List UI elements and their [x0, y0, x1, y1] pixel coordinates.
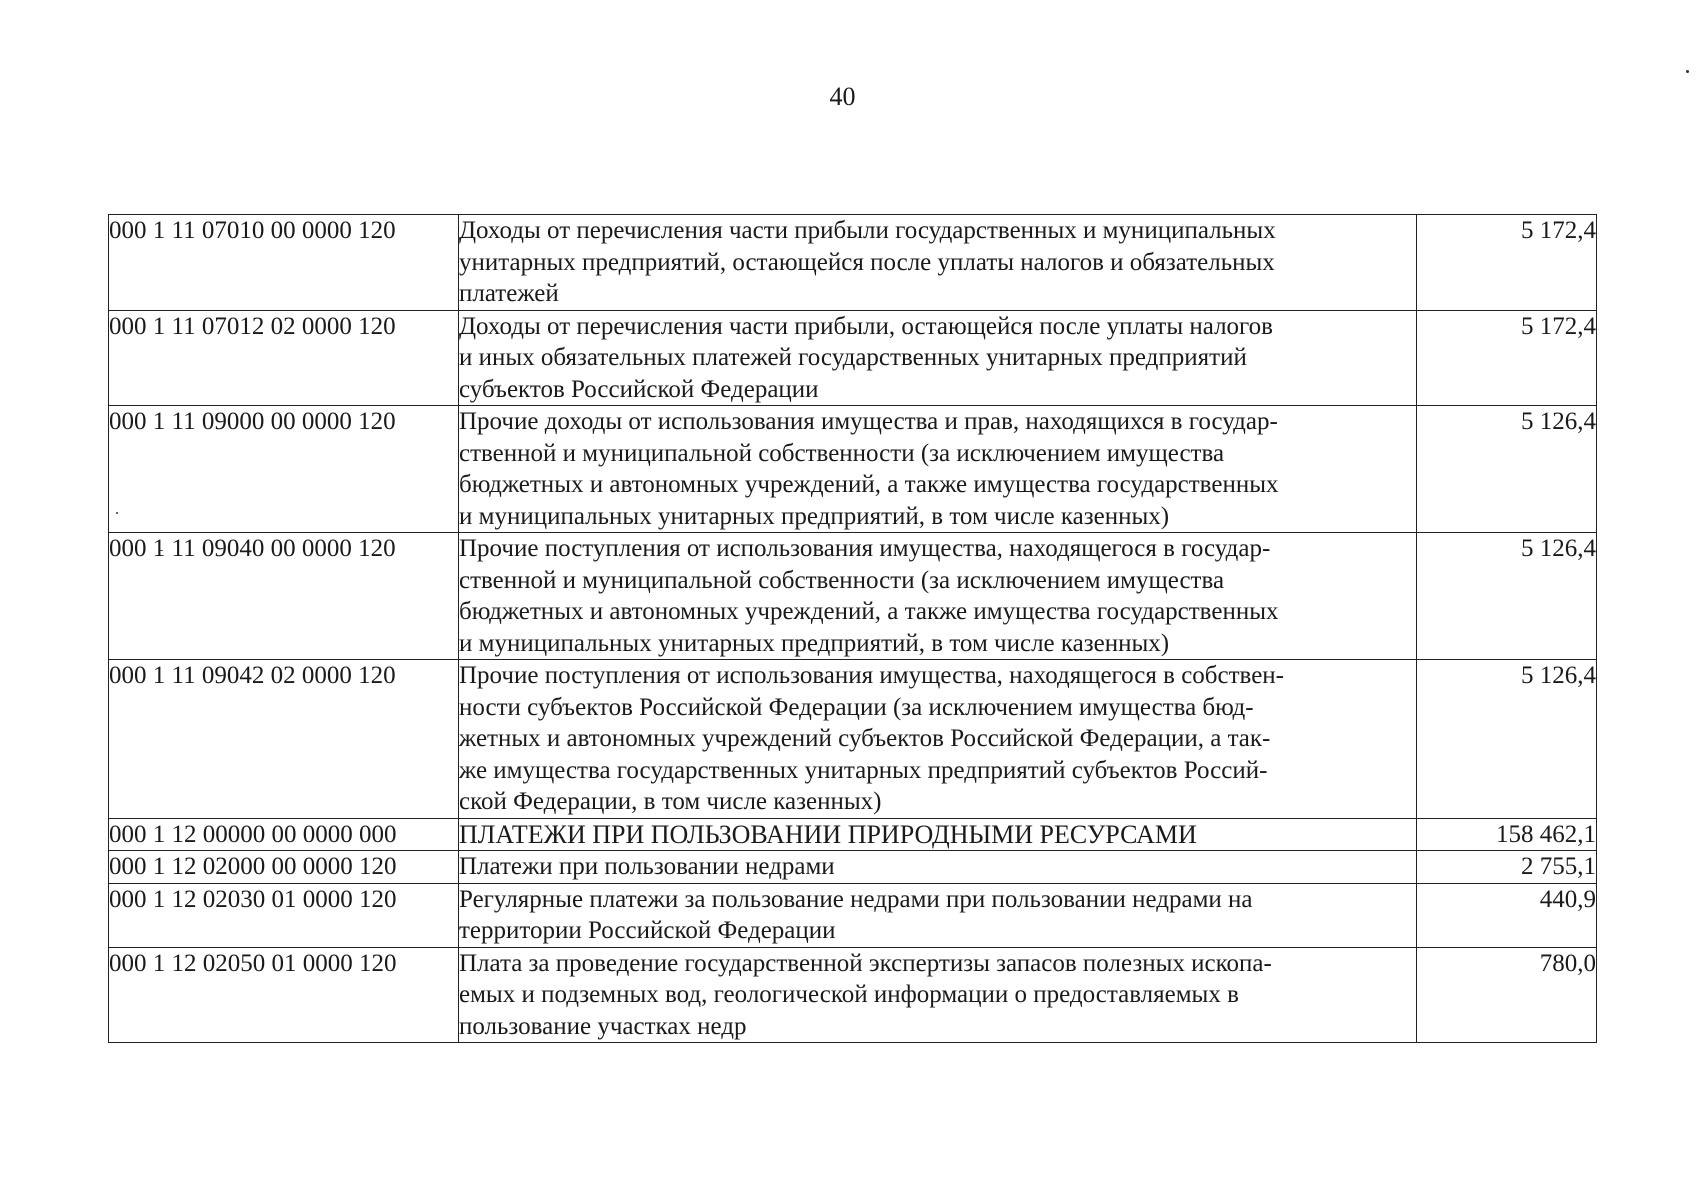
description-line: Прочие доходы от использования имущества и прав, находящихся в государ-	[459, 408, 1278, 435]
description-line: ской Федерации, в том числе казенных)	[459, 788, 882, 815]
revenue-description	[459, 660, 1417, 819]
revenue-table	[108, 214, 1597, 1043]
description-line: Прочие поступления от использования имущества, находящегося в государ-	[459, 535, 1271, 562]
description-line: Доходы от перечисления части прибыли, остающейся после уплаты налогов	[459, 312, 1273, 340]
description-line: ПЛАТЕЖИ ПРИ ПОЛЬЗОВАНИИ ПРИРОДНЫМИ РЕСУРСАМИ	[459, 819, 1197, 849]
amount: 5 126,4	[1417, 406, 1597, 533]
budget-code: 000 1 11 07012 02 0000 120	[109, 310, 459, 406]
revenue-description	[459, 215, 1417, 311]
scan-speck	[1686, 70, 1689, 73]
amount: 5 126,4	[1417, 660, 1597, 819]
revenue-description	[459, 818, 1417, 851]
description-line: Доходы от перечисления части прибыли государственных и муниципальных	[459, 217, 1276, 244]
table-row	[109, 406, 1597, 533]
amount: 5 126,4	[1417, 533, 1597, 660]
description-line: платежей	[459, 280, 559, 307]
description-line: и муниципальных унитарных предприятий, в том числе казенных)	[459, 502, 1170, 530]
description-line: пользование участках недр	[459, 1012, 747, 1040]
budget-code: 000 1 11 09000 00 0000 120	[109, 406, 459, 533]
budget-code: 000 1 12 00000 00 0000 000	[109, 818, 459, 851]
table-row	[109, 310, 1597, 406]
description-line: бюджетных и автономных учреждений, а также имущества государственных	[459, 471, 1279, 498]
description-line: емых и подземных вод, геологической информации о предоставляемых в	[459, 981, 1239, 1008]
description-line: ственной и муниципальной собственности (за исключением имущества	[459, 439, 1225, 467]
description-line: территории Российской Федерации	[459, 917, 836, 944]
description-line: бюджетных и автономных учреждений, а также имущества государственных	[459, 598, 1279, 625]
amount: 5 172,4	[1417, 215, 1597, 311]
description-line: ности субъектов Российской Федерации (за исключением имущества бюд-	[459, 693, 1254, 721]
amount: 2 755,1	[1417, 851, 1597, 884]
description-line: Платежи при пользовании недрами	[459, 853, 835, 880]
description-line: Прочие поступления от использования имущества, находящегося в собствен-	[459, 662, 1284, 689]
table-row	[109, 660, 1597, 819]
amount: 158 462,1	[1417, 818, 1597, 851]
page-number: 40	[829, 82, 856, 111]
amount: 780,0	[1417, 947, 1597, 1043]
table-row	[109, 851, 1597, 884]
table-row	[109, 533, 1597, 660]
amount: 440,9	[1417, 883, 1597, 947]
revenue-description	[459, 533, 1417, 660]
revenue-description	[459, 406, 1417, 533]
description-line: субъектов Российской Федерации	[459, 375, 819, 403]
description-line: и иных обязательных платежей государственных унитарных предприятий	[459, 344, 1247, 371]
budget-code: 000 1 11 07010 00 0000 120	[109, 215, 459, 311]
amount: 5 172,4	[1417, 310, 1597, 406]
table-row	[109, 947, 1597, 1043]
table-row	[109, 215, 1597, 311]
table-row	[109, 883, 1597, 947]
budget-code: 000 1 12 02000 00 0000 120	[109, 851, 459, 884]
description-line: жетных и автономных учреждений субъектов Российской Федерации, а так-	[459, 725, 1271, 752]
description-line: ственной и муниципальной собственности (за исключением имущества	[459, 566, 1225, 594]
description-line: унитарных предприятий, остающейся после уплаты налогов и обязательных	[459, 248, 1275, 276]
description-line: Плата за проведение государственной экспертизы запасов полезных ископа-	[459, 949, 1272, 977]
budget-code: 000 1 12 02050 01 0000 120	[109, 947, 459, 1043]
description-line: Регулярные платежи за пользование недрами при пользовании недрами на	[459, 885, 1253, 913]
description-line: же имущества государственных унитарных предприятий субъектов Россий-	[459, 756, 1268, 784]
table-row-section-heading	[109, 818, 1597, 851]
revenue-description	[459, 851, 1417, 884]
revenue-description	[459, 310, 1417, 406]
description-line: и муниципальных унитарных предприятий, в том числе казенных)	[459, 629, 1170, 657]
budget-code: 000 1 11 09042 02 0000 120	[109, 660, 459, 819]
revenue-description	[459, 947, 1417, 1043]
budget-code: 000 1 12 02030 01 0000 120	[109, 883, 459, 947]
budget-code: 000 1 11 09040 00 0000 120	[109, 533, 459, 660]
revenue-description	[459, 883, 1417, 947]
